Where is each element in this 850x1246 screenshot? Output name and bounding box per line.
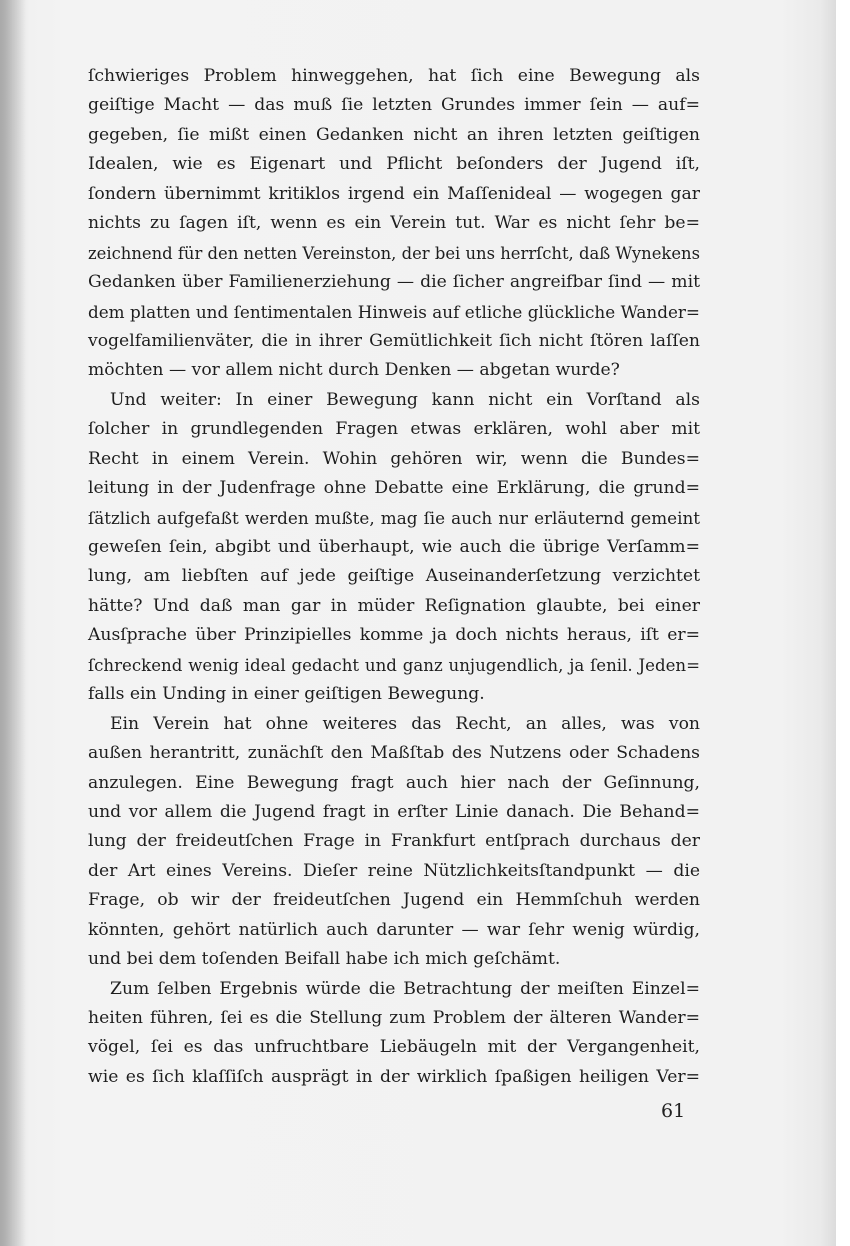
text-line: geiſtige Macht — das muß ſie letzten Grundes immer ſein — auf= <box>88 95 700 116</box>
text-line: zeichnend für den netten Vereinston, der bei uns herrſcht, daß Wynekens <box>88 243 700 263</box>
text-line: ſondern übernimmt kritiklos irgend ein Maſſenideal — wogegen gar <box>88 183 700 204</box>
text-line: Recht in einem Verein. Wohin gehören wir, wenn die Bundes= <box>88 448 700 469</box>
text-line: der Art eines Vereins. Dieſer reine Nützlichkeitsſtandpunkt — die <box>88 860 700 881</box>
text-line: Frage, ob wir der freideutſchen Jugend ein Hemmſchuh werden <box>88 890 700 911</box>
text-line: wie es ſich klaſſiſch ausprägt in der wirklich ſpaßigen heiligen Ver= <box>88 1066 700 1087</box>
text-line: falls ein Unding in einer geiſtigen Bewegung. <box>88 684 485 705</box>
text-line: und vor allem die Jugend fragt in erſter Linie danach. Die Behand= <box>88 801 700 822</box>
body-text <box>88 62 700 1092</box>
page-number: 61 <box>661 1100 686 1122</box>
text-line: dem platten und ſentimentalen Hinweis auf etliche glückliche Wander= <box>88 301 700 322</box>
text-line: Gedanken über Familienerziehung — die ſicher angreifbar ſind — mit <box>88 272 700 293</box>
text-line: Zum ſelben Ergebnis würde die Betrachtung der meiſten Einzel= <box>110 978 700 999</box>
text-line: gegeben, ſie mißt einen Gedanken nicht an ihren letzten geiſtigen <box>88 124 700 145</box>
text-line: leitung in der Judenfrage ohne Debatte eine Erklärung, die grund= <box>88 478 700 499</box>
paragraph-1 <box>88 62 700 386</box>
text-line: hätte? Und daß man gar in müder Reſignation glaubte, bei einer <box>88 595 700 616</box>
text-line: ſolcher in grundlegenden Fragen etwas erklären, wohl aber mit <box>88 419 700 440</box>
page-right-edge <box>836 0 850 1246</box>
text-line: lung, am liebſten auf jede geiſtige Auseinanderſetzung verzichtet <box>88 566 700 587</box>
text-line: und bei dem toſenden Beifall habe ich mich geſchämt. <box>88 949 561 970</box>
text-line: ſchreckend wenig ideal gedacht und ganz unjugendlich, ja ſenil. Jeden= <box>88 655 700 675</box>
text-line: anzulegen. Eine Bewegung fragt auch hier nach der Geſinnung, <box>88 772 700 793</box>
paragraph-2 <box>88 386 700 710</box>
text-line: ſchwieriges Problem hinweggehen, hat ſich eine Bewegung als <box>88 66 700 86</box>
text-line: vogelfamilienväter, die in ihrer Gemütlichkeit ſich nicht ſtören laſſen <box>88 330 700 351</box>
paragraph-3 <box>88 710 700 975</box>
text-line: Und weiter: In einer Bewegung kann nicht ein Vorſtand als <box>110 389 700 410</box>
text-line: nichts zu ſagen iſt, wenn es ein Verein tut. War es nicht ſehr be= <box>88 213 700 234</box>
binding-gutter-shadow <box>0 0 26 1246</box>
paragraph-4 <box>88 975 700 1093</box>
text-line: außen herantritt, zunächſt den Maßſtab des Nutzens oder Schadens <box>88 743 700 764</box>
text-line: Ein Verein hat ohne weiteres das Recht, an alles, was von <box>110 713 700 734</box>
text-line: heiten führen, ſei es die Stellung zum Problem der älteren Wander= <box>88 1008 700 1028</box>
text-line: Ausſprache über Prinzipielles komme ja doch nichts heraus, iſt er= <box>88 625 700 646</box>
text-line: vögel, ſei es das unfruchtbare Liebäugeln mit der Vergangenheit, <box>88 1037 700 1058</box>
text-line: ſätzlich aufgefaßt werden mußte, mag ſie auch nur erläuternd gemeint <box>88 507 700 528</box>
text-line: geweſen ſein, abgibt und überhaupt, wie auch die übrige Verſamm= <box>88 537 700 557</box>
text-line: könnten, gehört natürlich auch darunter — war ſehr wenig würdig, <box>88 919 700 940</box>
text-line: lung der freideutſchen Frage in Frankfurt entſprach durchaus der <box>88 831 700 852</box>
text-line: möchten — vor allem nicht durch Denken — abgetan wurde? <box>88 360 620 381</box>
text-line: Idealen, wie es Eigenart und Pflicht beſonders der Jugend iſt, <box>88 154 700 175</box>
